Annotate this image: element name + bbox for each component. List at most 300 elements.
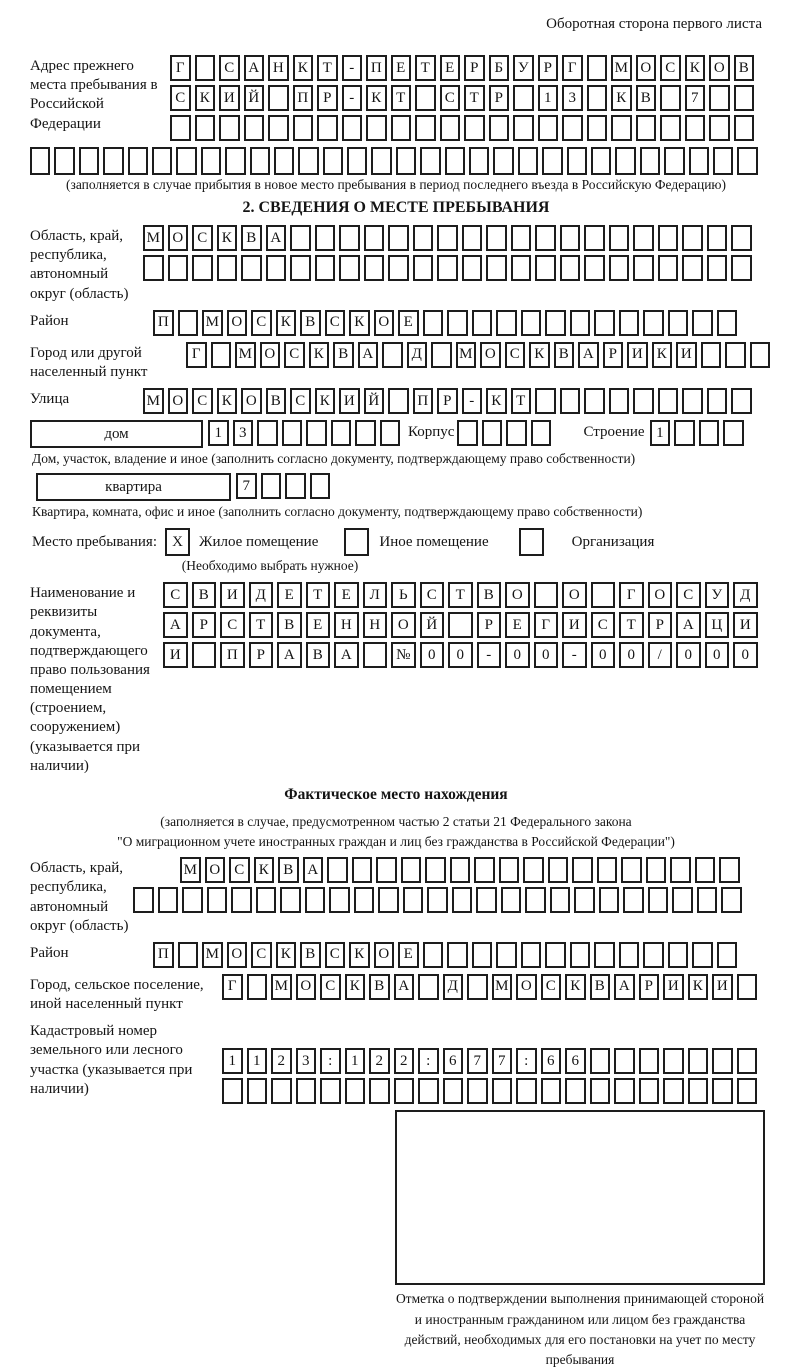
char-cell[interactable]: П [366,55,387,81]
char-cell[interactable] [378,887,399,913]
char-cell[interactable] [717,942,738,968]
char-cell[interactable]: А [578,342,599,368]
char-cell[interactable]: К [565,974,586,1000]
char-cell[interactable] [476,887,497,913]
char-cell[interactable]: М [611,55,632,81]
char-cell[interactable]: Н [334,612,359,638]
char-cell[interactable]: Г [170,55,191,81]
char-cell[interactable]: Е [505,612,530,638]
char-cell[interactable] [415,85,436,111]
char-cell[interactable]: О [505,582,530,608]
char-cell[interactable] [499,857,520,883]
char-cell[interactable]: 7 [492,1048,513,1074]
char-cell[interactable] [290,255,311,281]
char-cell[interactable]: 3 [233,420,254,446]
char-cell[interactable] [474,857,495,883]
char-cell[interactable]: И [733,612,758,638]
char-cell[interactable] [584,225,605,251]
char-cell[interactable] [168,255,189,281]
char-cell[interactable]: О [296,974,317,1000]
char-cell[interactable]: О [260,342,281,368]
char-cell[interactable]: М [492,974,513,1000]
char-cell[interactable]: К [611,85,632,111]
char-cell[interactable] [731,255,752,281]
char-cell[interactable] [282,420,303,446]
char-cell[interactable]: М [143,225,164,251]
char-cell[interactable] [274,147,294,175]
char-cell[interactable] [345,1078,366,1104]
char-cell[interactable] [633,388,654,414]
char-cell[interactable]: В [266,388,287,414]
char-cell[interactable] [445,147,465,175]
char-cell[interactable]: И [663,974,684,1000]
char-cell[interactable]: Т [464,85,485,111]
char-cell[interactable] [448,612,473,638]
char-cell[interactable] [534,582,559,608]
char-cell[interactable] [462,225,483,251]
char-cell[interactable]: С [325,310,346,336]
char-cell[interactable] [591,147,611,175]
char-cell[interactable]: О [636,55,657,81]
char-cell[interactable] [584,388,605,414]
char-cell[interactable]: Р [538,55,559,81]
char-cell[interactable]: У [705,582,730,608]
char-cell[interactable] [320,1078,341,1104]
char-cell[interactable]: 1 [345,1048,366,1074]
char-cell[interactable] [382,342,403,368]
char-cell[interactable] [725,342,746,368]
char-cell[interactable]: К [486,388,507,414]
char-cell[interactable]: 7 [685,85,706,111]
char-cell[interactable]: Г [562,55,583,81]
char-cell[interactable] [639,1078,660,1104]
char-cell[interactable]: Т [511,388,532,414]
char-cell[interactable] [621,857,642,883]
char-cell[interactable]: С [505,342,526,368]
char-cell[interactable] [192,642,217,668]
char-cell[interactable] [640,147,660,175]
char-cell[interactable] [535,388,556,414]
char-cell[interactable] [219,115,240,141]
char-cell[interactable]: А [163,612,188,638]
char-cell[interactable]: И [220,582,245,608]
char-cell[interactable] [467,974,488,1000]
char-cell[interactable] [427,887,448,913]
char-cell[interactable]: Д [407,342,428,368]
char-cell[interactable] [423,310,444,336]
char-cell[interactable] [363,642,388,668]
char-cell[interactable] [567,147,587,175]
char-cell[interactable]: К [349,942,370,968]
char-cell[interactable] [388,255,409,281]
char-cell[interactable] [619,310,640,336]
char-cell[interactable] [737,974,758,1000]
char-cell[interactable]: О [227,310,248,336]
char-cell[interactable]: 0 [448,642,473,668]
char-cell[interactable]: 0 [705,642,730,668]
char-cell[interactable] [646,857,667,883]
char-cell[interactable]: Т [306,582,331,608]
char-cell[interactable]: 1 [222,1048,243,1074]
char-cell[interactable]: Л [363,582,388,608]
char-cell[interactable] [425,857,446,883]
char-cell[interactable] [394,1078,415,1104]
char-cell[interactable] [685,115,706,141]
char-cell[interactable]: Г [186,342,207,368]
char-cell[interactable]: С [220,612,245,638]
char-cell[interactable]: О [168,388,189,414]
char-cell[interactable]: Г [534,612,559,638]
char-cell[interactable] [737,1048,758,1074]
char-cell[interactable] [648,887,669,913]
char-cell[interactable] [668,942,689,968]
char-cell[interactable] [247,974,268,1000]
char-cell[interactable]: С [229,857,250,883]
char-cell[interactable]: - [462,388,483,414]
char-cell[interactable] [420,147,440,175]
char-cell[interactable] [244,115,265,141]
char-cell[interactable] [692,310,713,336]
char-cell[interactable] [201,147,221,175]
char-cell[interactable] [570,942,591,968]
char-cell[interactable] [317,115,338,141]
char-cell[interactable] [521,942,542,968]
char-cell[interactable]: В [333,342,354,368]
char-cell[interactable] [562,115,583,141]
char-cell[interactable] [548,857,569,883]
char-cell[interactable] [364,255,385,281]
char-cell[interactable]: 0 [619,642,644,668]
char-cell[interactable]: Е [277,582,302,608]
char-cell[interactable] [347,147,367,175]
char-cell[interactable]: - [477,642,502,668]
char-cell[interactable]: И [562,612,587,638]
char-cell[interactable] [195,55,216,81]
char-cell[interactable] [513,85,534,111]
char-cell[interactable]: К [195,85,216,111]
char-cell[interactable] [516,1078,537,1104]
char-cell[interactable] [323,147,343,175]
char-cell[interactable]: Ь [391,582,416,608]
char-cell[interactable] [182,887,203,913]
char-cell[interactable] [217,255,238,281]
char-cell[interactable]: К [349,310,370,336]
char-cell[interactable] [178,310,199,336]
char-cell[interactable]: О [374,310,395,336]
char-cell[interactable] [664,147,684,175]
char-cell[interactable]: В [554,342,575,368]
char-cell[interactable] [560,388,581,414]
char-cell[interactable]: О [374,942,395,968]
char-cell[interactable]: М [456,342,477,368]
char-cell[interactable] [545,942,566,968]
char-cell[interactable] [371,147,391,175]
char-cell[interactable]: В [477,582,502,608]
char-cell[interactable]: В [192,582,217,608]
char-cell[interactable]: Е [440,55,461,81]
char-cell[interactable] [609,255,630,281]
char-cell[interactable] [457,420,478,446]
char-cell[interactable] [423,942,444,968]
char-cell[interactable]: С [219,55,240,81]
char-cell[interactable] [597,857,618,883]
char-cell[interactable]: П [153,942,174,968]
char-cell[interactable]: С [251,942,272,968]
char-cell[interactable]: 1 [650,420,671,446]
char-cell[interactable]: Е [398,942,419,968]
char-cell[interactable]: / [648,642,673,668]
char-cell[interactable]: С [251,310,272,336]
char-cell[interactable] [492,1078,513,1104]
char-cell[interactable] [401,857,422,883]
char-cell[interactable]: С [591,612,616,638]
char-cell[interactable] [643,942,664,968]
char-cell[interactable]: И [676,342,697,368]
char-cell[interactable]: Т [619,612,644,638]
char-cell[interactable]: П [293,85,314,111]
char-cell[interactable] [178,942,199,968]
char-cell[interactable]: Н [268,55,289,81]
char-cell[interactable]: Е [334,582,359,608]
char-cell[interactable] [310,473,331,499]
char-cell[interactable]: О [168,225,189,251]
char-cell[interactable]: А [244,55,265,81]
char-cell[interactable]: Т [249,612,274,638]
char-cell[interactable] [550,887,571,913]
char-cell[interactable]: И [712,974,733,1000]
char-cell[interactable]: С [192,225,213,251]
char-cell[interactable]: С [192,388,213,414]
char-cell[interactable]: О [709,55,730,81]
char-cell[interactable]: 0 [505,642,530,668]
char-cell[interactable]: М [235,342,256,368]
char-cell[interactable] [658,225,679,251]
char-cell[interactable] [731,388,752,414]
char-cell[interactable] [339,255,360,281]
char-cell[interactable] [707,388,728,414]
char-cell[interactable] [523,857,544,883]
char-cell[interactable] [688,1078,709,1104]
char-cell[interactable]: Т [317,55,338,81]
char-cell[interactable]: № [391,642,416,668]
char-cell[interactable] [713,147,733,175]
char-cell[interactable]: К [293,55,314,81]
char-cell[interactable] [709,115,730,141]
char-cell[interactable]: К [688,974,709,1000]
char-cell[interactable]: М [271,974,292,1000]
char-cell[interactable]: Р [249,642,274,668]
char-cell[interactable] [437,255,458,281]
char-cell[interactable]: П [153,310,174,336]
char-cell[interactable]: О [205,857,226,883]
char-cell[interactable] [285,473,306,499]
char-cell[interactable]: О [648,582,673,608]
char-cell[interactable] [486,225,507,251]
checkbox-organizatsiya[interactable] [519,528,544,556]
char-cell[interactable]: К [276,310,297,336]
char-cell[interactable] [296,1078,317,1104]
char-cell[interactable] [247,1078,268,1104]
char-cell[interactable]: : [516,1048,537,1074]
char-cell[interactable] [331,420,352,446]
char-cell[interactable] [511,255,532,281]
char-cell[interactable] [342,115,363,141]
char-cell[interactable]: И [627,342,648,368]
char-cell[interactable] [737,1078,758,1104]
char-cell[interactable] [692,942,713,968]
char-cell[interactable] [697,887,718,913]
char-cell[interactable] [535,225,556,251]
char-cell[interactable]: К [345,974,366,1000]
char-cell[interactable]: 2 [394,1048,415,1074]
char-cell[interactable]: Н [363,612,388,638]
char-cell[interactable]: К [366,85,387,111]
char-cell[interactable] [712,1048,733,1074]
char-cell[interactable] [535,255,556,281]
char-cell[interactable]: К [315,388,336,414]
char-cell[interactable]: С [660,55,681,81]
char-cell[interactable] [594,942,615,968]
char-cell[interactable] [670,857,691,883]
char-cell[interactable] [682,225,703,251]
char-cell[interactable] [682,388,703,414]
char-cell[interactable]: 2 [271,1048,292,1074]
char-cell[interactable]: Р [489,85,510,111]
char-cell[interactable]: 3 [296,1048,317,1074]
char-cell[interactable]: С [420,582,445,608]
char-cell[interactable] [663,1078,684,1104]
char-cell[interactable]: Р [648,612,673,638]
char-cell[interactable]: - [562,642,587,668]
char-cell[interactable]: Е [306,612,331,638]
char-cell[interactable] [723,420,744,446]
char-cell[interactable] [413,225,434,251]
char-cell[interactable] [195,115,216,141]
char-cell[interactable]: В [277,612,302,638]
char-cell[interactable]: 1 [538,85,559,111]
char-cell[interactable] [231,887,252,913]
char-cell[interactable] [486,255,507,281]
char-cell[interactable]: В [590,974,611,1000]
char-cell[interactable]: М [143,388,164,414]
char-cell[interactable] [305,887,326,913]
char-cell[interactable] [293,115,314,141]
char-cell[interactable] [418,1078,439,1104]
char-cell[interactable] [521,310,542,336]
char-cell[interactable] [472,310,493,336]
char-cell[interactable] [241,255,262,281]
char-cell[interactable] [707,255,728,281]
char-cell[interactable] [660,115,681,141]
char-cell[interactable] [271,1078,292,1104]
char-cell[interactable] [496,942,517,968]
char-cell[interactable] [355,420,376,446]
char-cell[interactable] [133,887,154,913]
char-cell[interactable]: О [227,942,248,968]
char-cell[interactable] [306,420,327,446]
char-cell[interactable] [54,147,74,175]
char-cell[interactable] [591,582,616,608]
char-cell[interactable]: Г [222,974,243,1000]
char-cell[interactable] [261,473,282,499]
char-cell[interactable]: 0 [733,642,758,668]
char-cell[interactable] [369,1078,390,1104]
char-cell[interactable]: 7 [467,1048,488,1074]
char-cell[interactable] [450,857,471,883]
char-cell[interactable] [327,857,348,883]
char-cell[interactable]: А [266,225,287,251]
char-cell[interactable] [207,887,228,913]
char-cell[interactable] [143,255,164,281]
char-cell[interactable] [658,255,679,281]
char-cell[interactable] [614,1048,635,1074]
char-cell[interactable] [443,1078,464,1104]
char-cell[interactable] [639,1048,660,1074]
char-cell[interactable] [587,115,608,141]
checkbox-inoe-pomeshchenie[interactable] [344,528,369,556]
char-cell[interactable]: С [541,974,562,1000]
char-cell[interactable]: Е [398,310,419,336]
char-cell[interactable]: - [342,55,363,81]
char-cell[interactable]: С [284,342,305,368]
char-cell[interactable] [496,310,517,336]
char-cell[interactable]: Р [464,55,485,81]
char-cell[interactable]: С [440,85,461,111]
char-cell[interactable] [699,420,720,446]
char-cell[interactable]: К [685,55,706,81]
char-cell[interactable]: Й [244,85,265,111]
char-cell[interactable]: 7 [236,473,257,499]
char-cell[interactable] [170,115,191,141]
char-cell[interactable]: А [358,342,379,368]
char-cell[interactable] [663,1048,684,1074]
char-cell[interactable] [525,887,546,913]
char-cell[interactable]: А [676,612,701,638]
char-cell[interactable] [452,887,473,913]
char-cell[interactable]: О [562,582,587,608]
char-cell[interactable] [643,310,664,336]
char-cell[interactable] [674,420,695,446]
char-cell[interactable] [660,85,681,111]
char-cell[interactable]: К [276,942,297,968]
char-cell[interactable] [354,887,375,913]
char-cell[interactable] [462,255,483,281]
char-cell[interactable] [541,1078,562,1104]
char-cell[interactable] [339,225,360,251]
char-cell[interactable]: П [220,642,245,668]
char-cell[interactable]: Й [420,612,445,638]
char-cell[interactable] [290,225,311,251]
char-cell[interactable]: Д [733,582,758,608]
char-cell[interactable] [737,147,757,175]
char-cell[interactable]: О [391,612,416,638]
char-cell[interactable]: Т [391,85,412,111]
char-cell[interactable] [682,255,703,281]
char-cell[interactable]: Г [619,582,644,608]
char-cell[interactable] [594,310,615,336]
char-cell[interactable] [472,942,493,968]
char-cell[interactable]: И [339,388,360,414]
char-cell[interactable] [396,147,416,175]
char-cell[interactable]: Р [639,974,660,1000]
char-cell[interactable] [176,147,196,175]
char-cell[interactable] [750,342,771,368]
char-cell[interactable] [614,1078,635,1104]
char-cell[interactable]: В [300,942,321,968]
char-cell[interactable] [615,147,635,175]
char-cell[interactable] [257,420,278,446]
char-cell[interactable]: 6 [565,1048,586,1074]
